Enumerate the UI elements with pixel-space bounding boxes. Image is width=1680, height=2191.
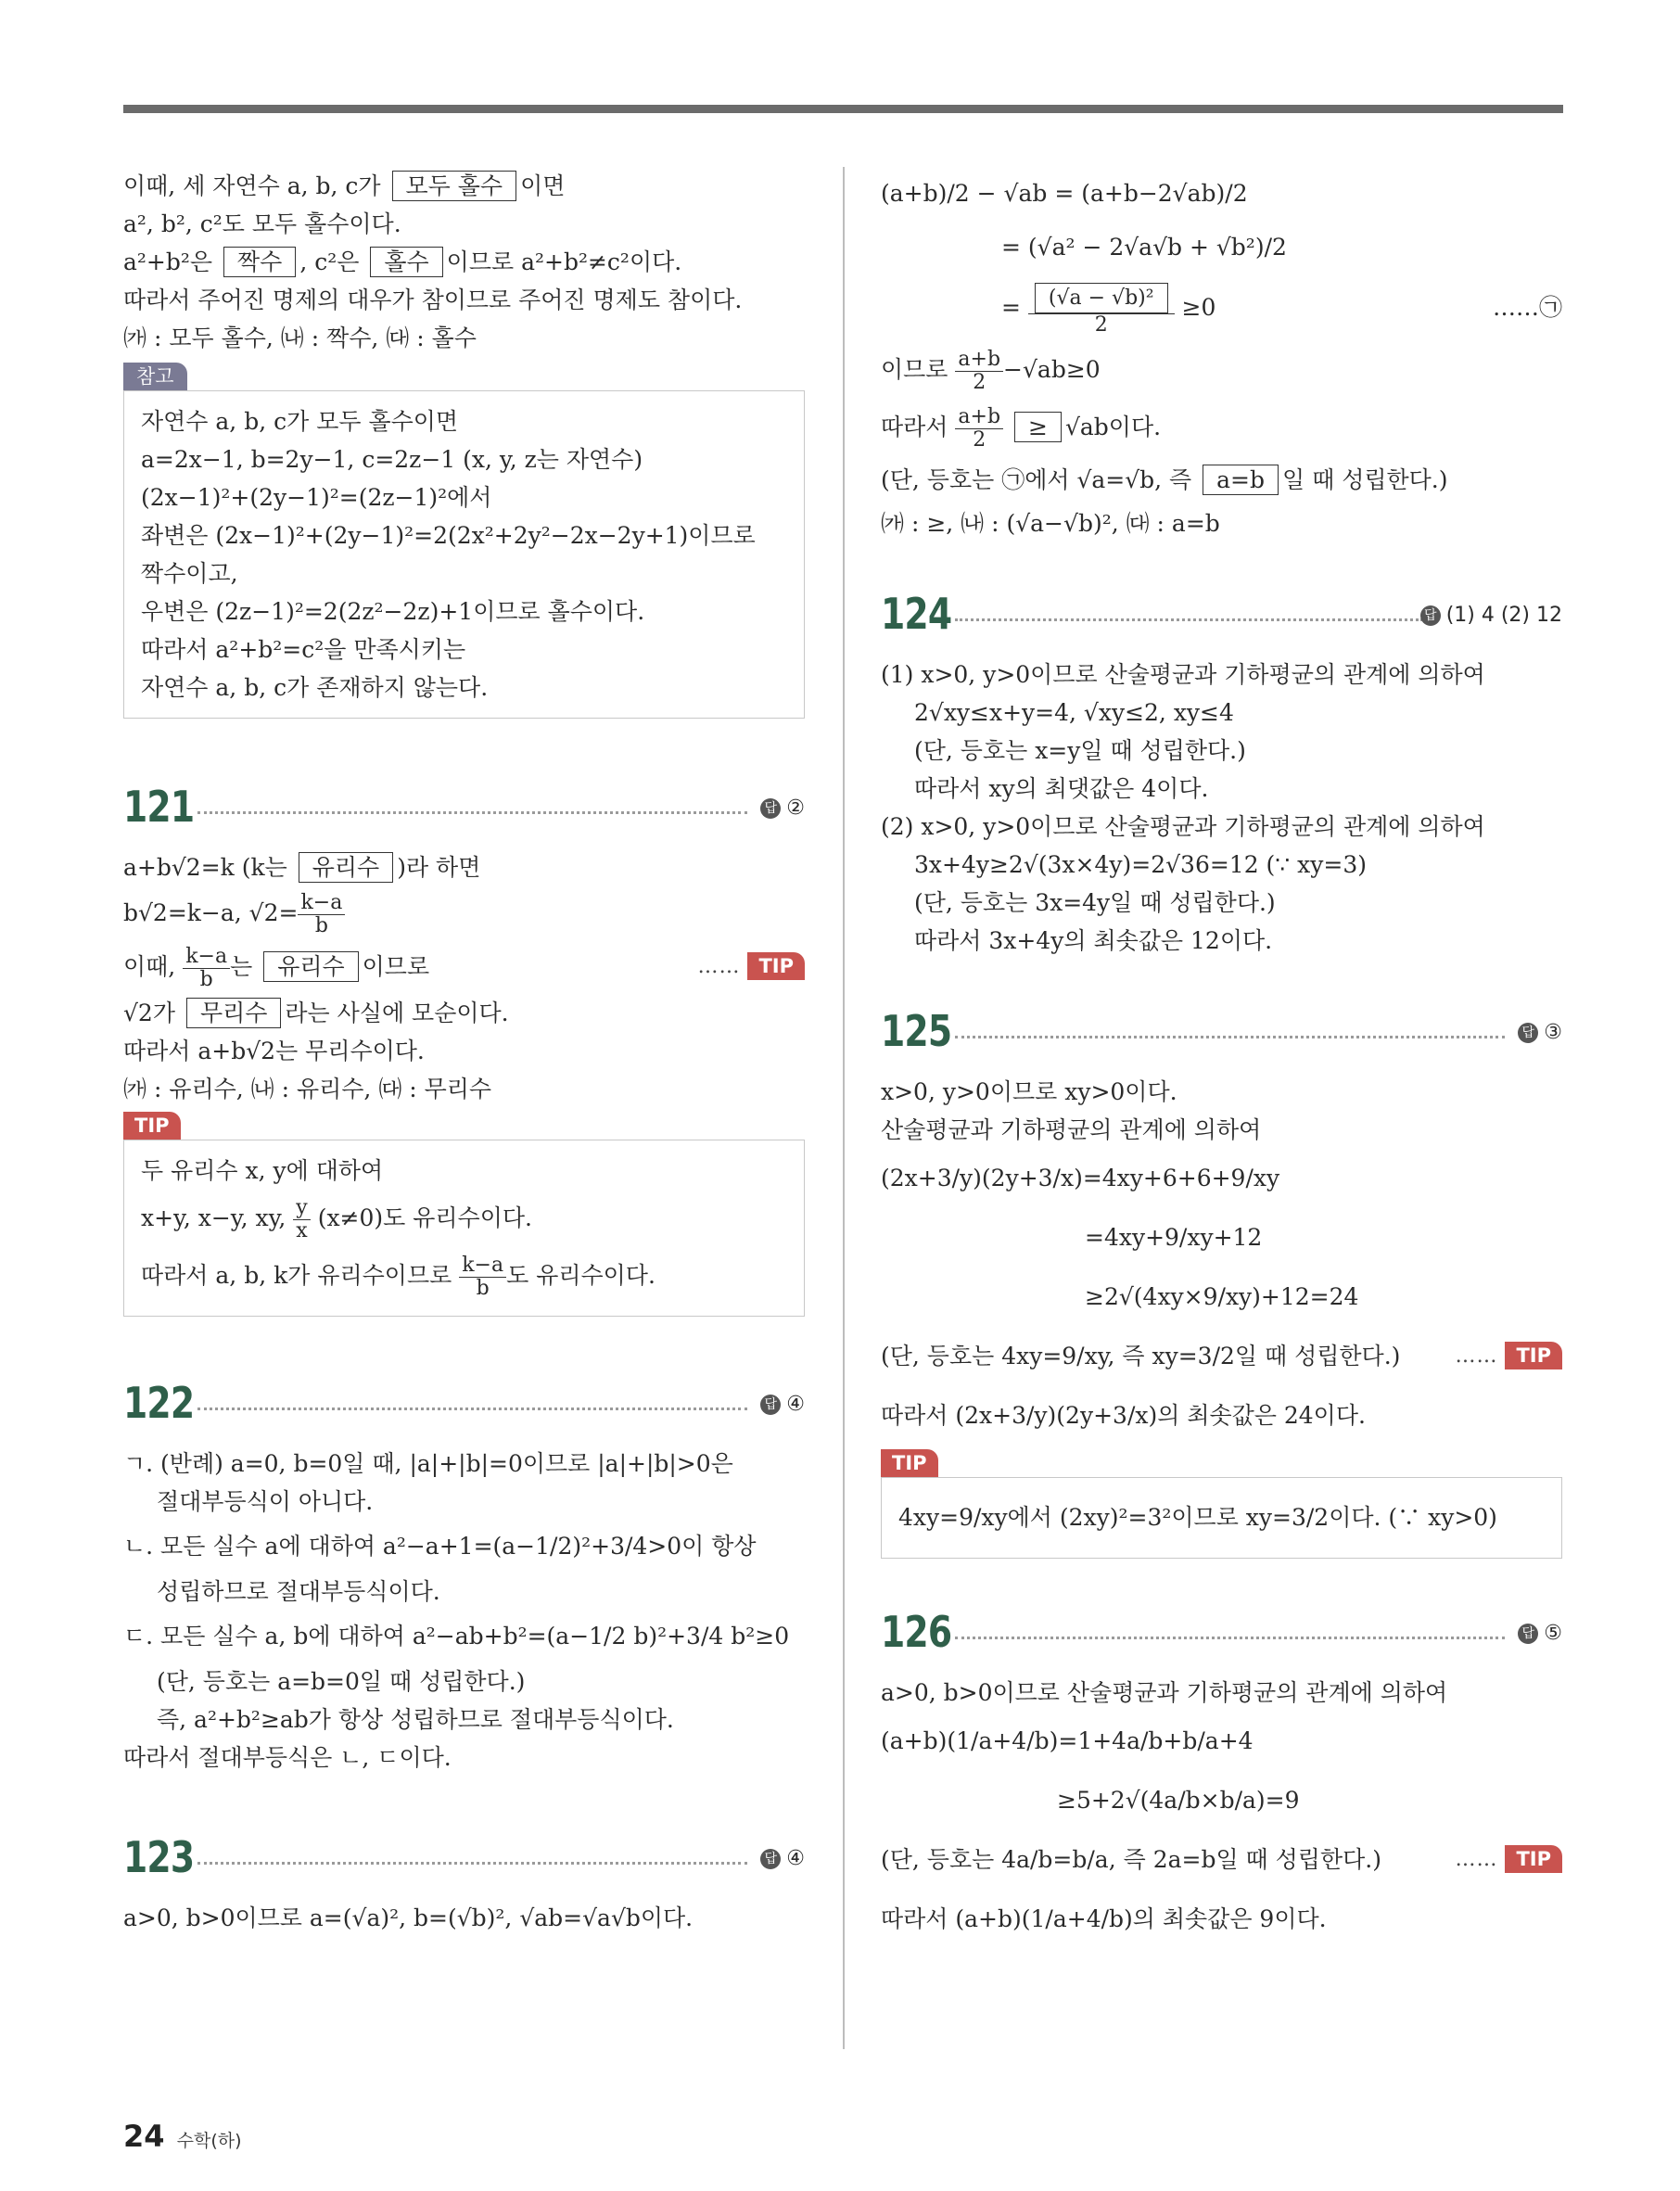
p125-line-7: 따라서 (2x+3/y)(2y+3/x)의 최솟값은 24이다. <box>881 1402 1366 1429</box>
p123-line-5: 따라서 $\frac{a+b}{2}$ ≥ √ab이다. <box>881 405 1162 452</box>
p126-line-2: (a+b)(1/a+4/b)=1+4a/b+b/a+4 <box>881 1727 1254 1754</box>
p124-line: 따라서 xy의 최댓값은 4이다. <box>914 775 1209 802</box>
p121-line-5: 따라서 a+b√2는 무리수이다. <box>123 1038 425 1064</box>
blank-box: a=b <box>1203 465 1279 495</box>
p122-line: ㄴ. 모든 실수 a에 대하여 a²−a+1=(a−1/2)²+3/4>0이 항상 <box>123 1533 757 1560</box>
dotted-leader <box>197 1408 747 1410</box>
column-divider <box>843 167 845 2049</box>
p125-line-3: (2x+3/y)(2y+3/x)=4xy+6+6+9/xy <box>881 1165 1280 1191</box>
p125-line-6: (단, 등호는 4xy=9/xy, 즉 xy=3/2일 때 성립한다.) …… TIP <box>881 1327 1562 1386</box>
problem-123-header <box>123 1825 805 1890</box>
problem-122-header <box>123 1370 805 1435</box>
answer: 답 (1) 4 (2) 12 <box>1420 604 1562 627</box>
ref-line: 짝수이고, <box>141 560 238 587</box>
answer: 답 ② <box>760 796 805 820</box>
dotted-leader <box>955 1036 1505 1038</box>
dotted-leader <box>955 1637 1505 1639</box>
fraction: $\frac{k-a}{b}$ <box>298 892 345 937</box>
p123-eq-2: = (√a² − 2√a√b + √b²)/2 <box>1001 234 1287 261</box>
tip-marker: …… TIP <box>1455 1830 1562 1890</box>
intro-line-3: a²+b²은 짝수 , c²은 홀수 이므로 a²+b²≠c²이다. <box>123 248 682 275</box>
p125-line-4: =4xy+9/xy+12 <box>1085 1224 1263 1251</box>
p121-line-6: ㈎ : 유리수, ㈏ : 유리수, ㈐ : 무리수 <box>123 1076 492 1102</box>
fraction: $\frac{\text{(√a − √b)²}}{2}$ <box>1028 283 1175 337</box>
ref-line: 좌변은 (2x−1)²+(2y−1)²=2(2x²+2y²−2x−2y+1)이므로 <box>141 522 756 549</box>
tip-line: 두 유리수 x, y에 대하여 <box>141 1157 384 1184</box>
blank-box-a: 모두 홀수 <box>392 171 517 201</box>
p124-line: (단, 등호는 3x=4y일 때 성립한다.) <box>914 889 1276 916</box>
problem-125-header <box>881 999 1562 1064</box>
ref-line: (2x−1)²+(2y−1)²=(2z−1)²에서 <box>141 484 492 511</box>
left-column <box>123 167 805 1937</box>
blank-box: (√a − √b)² <box>1035 283 1168 313</box>
page-number: 24 <box>123 2119 165 2154</box>
p126-line-5: 따라서 (a+b)(1/a+4/b)의 최솟값은 9이다. <box>881 1905 1327 1932</box>
fraction: $\frac{k-a}{b}$ <box>183 946 230 991</box>
p124-line: 2√xy≤x+y=4, √xy≤2, xy≤4 <box>914 699 1234 726</box>
p125-line-2: 산술평균과 기하평균의 관계에 의하여 <box>881 1116 1262 1143</box>
p122-line: 즉, a²+b²≥ab가 항상 성립하므로 절대부등식이다. <box>157 1706 674 1733</box>
p122-line: 절대부등식이 아니다. <box>157 1488 374 1515</box>
p126-line-4: (단, 등호는 4a/b=b/a, 즉 2a=b일 때 성립한다.) …… TIP <box>881 1830 1562 1890</box>
blank-box-b: 짝수 <box>223 247 296 277</box>
problem-121-header <box>123 774 805 839</box>
p126-line-1: a>0, b>0이므로 산술평균과 기하평균의 관계에 의하여 <box>881 1679 1448 1706</box>
p123-line-1: a>0, b>0이므로 a=(√a)², b=(√b)², √ab=√a√b이다. <box>123 1904 694 1931</box>
fraction: $\frac{a+b}{2}$ <box>955 406 1003 452</box>
intro-line-2: a², b², c²도 모두 홀수이다. <box>123 210 401 237</box>
dotted-leader <box>955 618 1423 621</box>
p123-line-4: 이므로 $\frac{a+b}{2}$ −√ab≥0 <box>881 348 1101 394</box>
answer-icon: 답 <box>1518 1624 1538 1644</box>
p121-line-3: 이때, $\frac{k-a}{b}$ 는 유리수 이므로 …… TIP <box>123 940 805 994</box>
p124-line: (2) x>0, y>0이므로 산술평균과 기하평균의 관계에 의하여 <box>881 813 1485 840</box>
fraction: $\frac{a+b}{2}$ <box>955 349 1003 394</box>
right-column <box>881 167 1562 1949</box>
problem-124-header <box>881 581 1562 646</box>
p125-line-1: x>0, y>0이므로 xy>0이다. <box>881 1078 1177 1105</box>
p124-line: 3x+4y≥2√(3x×4y)=2√36=12 (∵ xy=3) <box>914 851 1367 878</box>
answer-icon: 답 <box>1420 605 1441 626</box>
tip-line: 4xy=9/xy에서 (2xy)²=3²이므로 xy=3/2이다. (∵ xy>0) <box>898 1504 1497 1531</box>
ref-line: 우변은 (2z−1)²=2(2z²−2z)+1이므로 홀수이다. <box>141 598 645 625</box>
intro-line-5: ㈎ : 모두 홀수, ㈏ : 짝수, ㈐ : 홀수 <box>123 325 477 351</box>
problem-number: 126 <box>881 1607 952 1657</box>
blank-box: 유리수 <box>299 852 393 883</box>
intro-line-1: 이때, 세 자연수 a, b, c가 모두 홀수 이면 <box>123 172 566 199</box>
p123-eq-1: (a+b)/2 − √ab = (a+b−2√ab)/2 <box>881 180 1248 207</box>
p121-line-4: √2가 무리수 라는 사실에 모순이다. <box>123 1000 509 1026</box>
blank-box: 유리수 <box>263 951 358 982</box>
p122-line: (단, 등호는 a=b=0일 때 성립한다.) <box>157 1668 526 1695</box>
dotted-leader <box>197 811 747 814</box>
problem-126-header <box>881 1599 1562 1664</box>
reference-label: 참고 <box>123 363 187 390</box>
p126-line-3: ≥5+2√(4a/b×b/a)=9 <box>1057 1787 1300 1814</box>
tip-label: TIP <box>881 1449 938 1477</box>
p124-line: 따라서 3x+4y의 최솟값은 12이다. <box>914 927 1273 954</box>
p124-line: (단, 등호는 x=y일 때 성립한다.) <box>914 737 1246 764</box>
p122-line: 성립하므로 절대부등식이다. <box>157 1578 440 1605</box>
p123-eq-3: = $\frac{\text{(√a − √b)²}}{2}$ ≥0 ……㉠ <box>881 274 1562 341</box>
tip-box <box>123 1140 805 1317</box>
tip-line: 따라서 a, b, k가 유리수이므로 $\frac{k-a}{b}$ 도 유리수이다. <box>141 1254 655 1300</box>
p125-line-5: ≥2√(4xy×9/xy)+12=24 <box>1085 1283 1359 1310</box>
blank-box-c: 홀수 <box>370 247 442 277</box>
blank-box: 무리수 <box>186 998 281 1028</box>
answer: 답 ⑤ <box>1518 1622 1562 1645</box>
problem-number: 124 <box>881 589 952 639</box>
problem-number: 122 <box>123 1378 195 1428</box>
tip-line: x+y, x−y, xy, $\frac{y}{x}$ (x≠0)도 유리수이다. <box>141 1196 532 1242</box>
top-rule <box>123 105 1563 113</box>
equation-mark: ……㉠ <box>1492 294 1562 321</box>
answer-icon: 답 <box>1518 1023 1538 1043</box>
p122-line: ㄷ. 모든 실수 a, b에 대하여 a²−ab+b²=(a−1/2 b)²+3/4 b²≥0 <box>123 1623 790 1650</box>
blank-box: ≥ <box>1014 412 1062 442</box>
answer: 답 ④ <box>760 1847 805 1870</box>
answer: 답 ④ <box>760 1393 805 1416</box>
problem-number: 123 <box>123 1832 195 1882</box>
answer: 답 ③ <box>1518 1021 1562 1044</box>
ref-line: a=2x−1, b=2y−1, c=2z−1 (x, y, z는 자연수) <box>141 446 643 473</box>
reference-box <box>123 390 805 719</box>
tip-marker: …… TIP <box>1455 1327 1562 1386</box>
fraction: $\frac{y}{x}$ <box>293 1197 310 1242</box>
tip-box <box>881 1477 1562 1559</box>
tip-marker: …… TIP <box>697 940 805 994</box>
ref-line: 자연수 a, b, c가 모두 홀수이면 <box>141 408 459 435</box>
answer-icon: 답 <box>760 1849 781 1869</box>
p123-line-7: ㈎ : ≥, ㈏ : (√a−√b)², ㈐ : a=b <box>881 510 1220 537</box>
ref-line: 따라서 a²+b²=c²을 만족시키는 <box>141 636 466 663</box>
dotted-leader <box>197 1862 747 1865</box>
p122-line: ㄱ. (반례) a=0, b=0일 때, |a|+|b|=0이므로 |a|+|b|>0은 <box>123 1450 733 1477</box>
ref-line: 자연수 a, b, c가 존재하지 않는다. <box>141 674 489 701</box>
answer-icon: 답 <box>760 798 781 819</box>
p124-line: (1) x>0, y>0이므로 산술평균과 기하평균의 관계에 의하여 <box>881 661 1485 688</box>
p123-line-6: (단, 등호는 ㉠에서 √a=√b, 즉 a=b 일 때 성립한다.) <box>881 466 1448 493</box>
fraction: $\frac{k-a}{b}$ <box>459 1255 506 1300</box>
answer-icon: 답 <box>760 1395 781 1415</box>
tip-label: TIP <box>123 1112 181 1140</box>
page-footer <box>123 2119 242 2154</box>
p122-line: 따라서 절대부등식은 ㄴ, ㄷ이다. <box>123 1744 452 1771</box>
p121-line-2: b√2=k−a, √2= $\frac{k-a}{b}$ <box>123 886 805 940</box>
problem-number: 125 <box>881 1006 952 1056</box>
intro-line-4: 따라서 주어진 명제의 대우가 참이므로 주어진 명제도 참이다. <box>123 287 743 313</box>
problem-number: 121 <box>123 782 195 832</box>
book-title: 수학(하) <box>176 2131 242 2151</box>
p121-line-1: a+b√2=k (k는 유리수 )라 하면 <box>123 854 481 881</box>
